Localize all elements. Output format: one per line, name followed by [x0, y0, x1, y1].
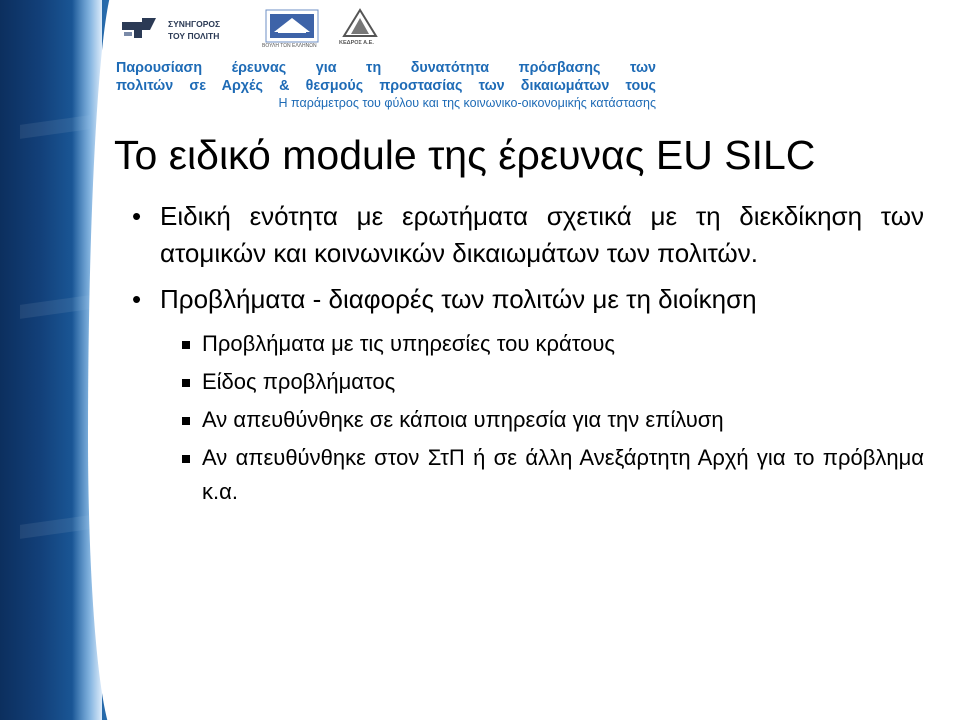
square-bullet-icon: [182, 417, 190, 425]
sub-bullet-item: [180, 327, 924, 361]
kedros-logo-icon: [342, 8, 378, 38]
square-bullet-icon: [182, 379, 190, 387]
bullet-item: [126, 281, 924, 318]
sub-bullet-text: Είδος προβλήματος: [202, 369, 396, 394]
slide-title: Το ειδικό module της έρευνας EU SILC: [114, 132, 816, 178]
kedros-logo-caption: ΚΕΔΡΟΣ Α.Ε.: [339, 40, 374, 46]
header-line-2: πολιτών σε Αρχές & θεσμούς προστασίας των δικαιωμάτων τους: [116, 78, 656, 94]
sub-bullet-text: Αν απευθύνθηκε σε κάποια υπηρεσία για την επίλυση: [202, 407, 724, 432]
parliament-logo-icon: [264, 8, 320, 44]
header-logos: [112, 0, 402, 52]
left-decorative-band: [0, 0, 112, 720]
square-bullet-icon: [182, 341, 190, 349]
bullet-dot-icon: •: [132, 201, 142, 231]
bullet-dot-icon: •: [132, 284, 142, 314]
ombudsman-logo-text: ΣΥΝΗΓΟΡΟΣ ΤΟΥ ΠΟΛΙΤΗ: [168, 19, 221, 41]
bullet-text: Προβλήματα - διαφορές των πολιτών με τη διοίκηση: [160, 284, 757, 314]
presentation-header: [116, 59, 656, 111]
parliament-logo-caption: ΒΟΥΛΗ ΤΩΝ ΕΛΛΗΝΩΝ: [262, 43, 317, 49]
sub-bullet-text: Προβλήματα με τις υπηρεσίες του κράτους: [202, 331, 616, 356]
slide-content: [126, 198, 924, 513]
sub-bullet-item: [180, 441, 924, 509]
ombudsman-logo-icon: [120, 10, 160, 44]
sub-bullet-text: Αν απευθύνθηκε στον ΣτΠ ή σε άλλη Ανεξάρτητη Αρχή για το πρόβλημα κ.α.: [202, 445, 924, 504]
header-line-1: Παρουσίαση έρευνας για τη δυνατότητα πρόσβασης των: [116, 60, 656, 76]
sub-bullet-item: [180, 403, 924, 437]
bullet-item: [126, 198, 924, 272]
sub-bullet-item: [180, 365, 924, 399]
header-subtitle: Η παράμετρος του φύλου και της κοινωνικο-οικονομικής κατάστασης: [278, 96, 656, 110]
square-bullet-icon: [182, 455, 190, 463]
bullet-text: Ειδική ενότητα με ερωτήματα σχετικά με τη διεκδίκηση των ατομικών και κοινωνικών δικαιωμάτων των πολιτών.: [160, 201, 924, 268]
